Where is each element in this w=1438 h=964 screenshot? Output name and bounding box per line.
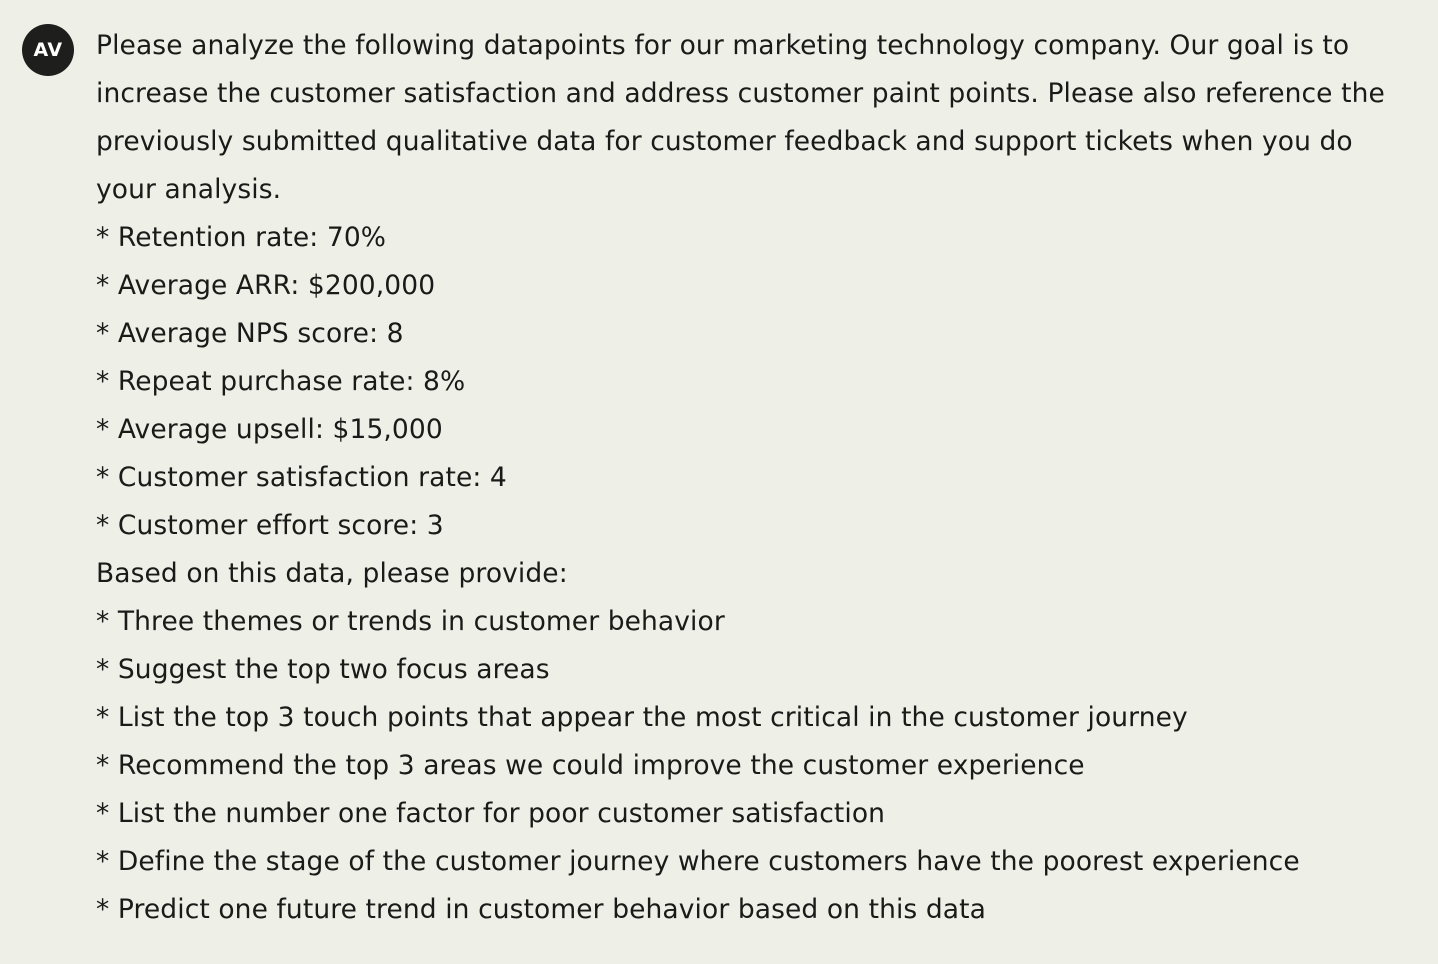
request-item: * Predict one future trend in customer behavior based on this data xyxy=(96,894,986,925)
request-item: * Three themes or trends in customer behavior xyxy=(96,606,725,637)
avatar: AV xyxy=(22,24,74,76)
request-item: * Recommend the top 3 areas we could improve the customer experience xyxy=(96,750,1085,781)
datapoint-item: * Customer satisfaction rate: 4 xyxy=(96,462,507,493)
request-item: * List the number one factor for poor customer satisfaction xyxy=(96,798,886,829)
datapoint-item: * Customer effort score: 3 xyxy=(96,510,444,541)
datapoint-item: * Repeat purchase rate: 8% xyxy=(96,366,466,397)
message-content xyxy=(74,22,1398,934)
datapoint-item: * Average upsell: $15,000 xyxy=(96,414,443,445)
datapoint-item: * Average NPS score: 8 xyxy=(96,318,404,349)
request-intro: Based on this data, please provide: xyxy=(96,558,568,589)
request-item: * List the top 3 touch points that appear the most critical in the customer journey xyxy=(96,702,1188,733)
datapoint-item: * Retention rate: 70% xyxy=(96,222,387,253)
intro-paragraph: Please analyze the following datapoints for our marketing technology company. Our goal is to increase the customer satisfaction and address customer paint points. Please also reference the previously submitted qualitative data for customer feedback and support tickets when you do your analysis. xyxy=(96,30,1385,205)
request-item: * Suggest the top two focus areas xyxy=(96,654,550,685)
datapoint-item: * Average ARR: $200,000 xyxy=(96,270,436,301)
request-item: * Define the stage of the customer journey where customers have the poorest experience xyxy=(96,846,1300,877)
